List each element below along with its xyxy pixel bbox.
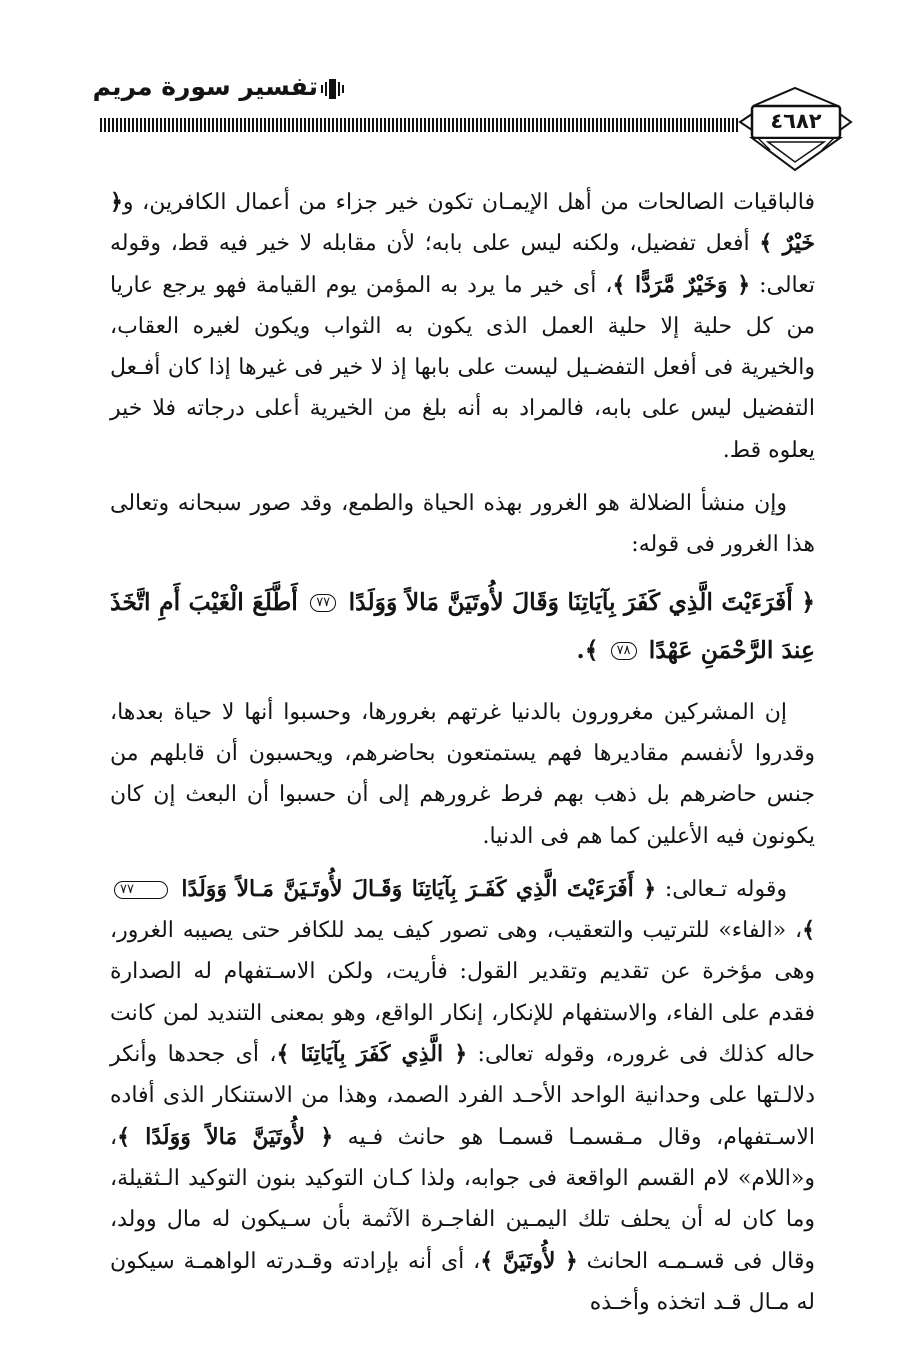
text-run: فالباقيات الصالحات من أهل الإيمـان تكون خير جزاء من أعمال الكافرين، و — [122, 190, 815, 215]
text-run: إن المشركين مغرورون بالدنيا غرتهم بغرورها، وحسبوا أنها لا حياة بعدها، وقدروا لأنفسم مقاديرها فهم يستمتعون بحاضرهم، ويحسبون أن قابلهم من جنس حاضرهم بل ذهب بهم فرط غرورهم إلى أن حسبوا أن البعث إن كان يكونون فيه الأعلين كما هم فى الدنيا. — [110, 699, 815, 849]
text-run: ، أى جحدها وأنكر دلالـتها على وحدانية الواحد الأحـد الفرد الصمد، وهذا من الاستنكار الذى أفاده الاسـتفهام، وقال مـقسمـا قسمـا هو حانث فـيه — [110, 1042, 815, 1150]
page-header — [0, 0, 908, 175]
quran-quote: ﴿ لأُوتَيَنَّ مَالاً وَوَلَدًا ﴾ — [117, 1123, 334, 1150]
verse-number: ٧٧ — [114, 881, 168, 899]
text-run: ، و«اللام» لام القسم الواقعة فى جوابه، ولذا كـان التوكيد بنون التوكيد الـثقيلة، وما كان له أن يحلف تلك اليمـين الفاجـرة الآثمة بأن سـيكون له مال وولد، وقال فى قسـمـه الحانث — [110, 1124, 815, 1274]
text-run: وإن منشأ الضلالة هو الغرور بهذه الحياة والطمع، وقد صور سبحانه وتعالى هذا الغرور فى قوله: — [110, 491, 815, 558]
text-run: ، أى خير ما يرد به المؤمن يوم القيامة فهو يرجع عاريا من كل حلية إلا حلية العمل الذى يكون به الثواب ويكون لغيره العقاب، والخيرية فى أفعل التفضـيل ليست على بابها إذ لا خير فى غيرها إذا كان أفـعل التفضيل ليس على بابه، فالمراد به أنه بلغ من الخيرية أعلى درجاته فلا خير يعلوه قط. — [110, 272, 815, 463]
text-run: أَطَّلَعَ الْغَيْبَ أَمِ اتَّخَذَ عِندَ الرَّحْمَنِ عَهْدًا — [110, 587, 815, 664]
paragraph — [110, 869, 815, 1323]
text-run: ﴾. — [576, 635, 607, 664]
running-title: تفسير سورة مريم — [92, 72, 318, 101]
verse-number: ٧٨ — [611, 642, 637, 660]
text-run: ﴿ أَفَرَءَيْتَ الَّذِي كَفَرَ بِآيَاتِنَا وَقَالَ لأُوتَيَنَّ مَالاً وَوَلَدًا — [340, 587, 815, 616]
text-run: ، «الفاء» للترتيب والتعقيب، وهى تصور كيف يمد للكافر حتى يصيبه الغرور، وهى مؤخرة عن تقديم وتقدير القول: فأريت، ولكن الاسـتفهام له الصدارة فقدم على الفاء، والاستفهام للإنكار، إنكار الواقع، وهو بمعنى التنديد لمن كانت حاله كذلك فى غروره، وقوله تعالى: — [110, 918, 815, 1068]
text-run: ، أى أنه بإرادته وقـدرته الواهمـة سيكون له مـال قـد اتخذه وأخـذه — [110, 1248, 815, 1315]
page-number: ٤٦٨٢ — [770, 109, 822, 133]
ornament-icon — [318, 77, 346, 101]
quran-quote: ﴾ — [802, 917, 815, 944]
paragraph — [110, 692, 815, 857]
quran-quote: ﴿ وَخَيْرٌ مَّرَدًّا ﴾ — [612, 271, 751, 298]
paragraph — [110, 483, 815, 566]
quran-quote: ﴿ لأُوتَيَنَّ ﴾ — [480, 1247, 578, 1274]
text-run: وقوله تـعالى: — [656, 876, 787, 902]
header-rule — [100, 118, 740, 132]
quran-quote: ﴿ أَفَرَءَيْتَ الَّذِي كَفَـرَ بِآيَاتِنَا وَقَـالَ لأُوتَـيَنَّ مَـالاً وَوَلَدًا — [171, 875, 657, 902]
verse-number: ٧٧ — [310, 594, 336, 612]
text-run: أفعل تفضيل، ولكنه ليس على بابه؛ لأن مقابله لا خير فيه قط، وقوله تعالى: — [110, 231, 815, 298]
quran-quote: ﴿ خَيْرٌ ﴾ — [110, 189, 815, 257]
quran-verse-block — [110, 578, 815, 674]
paragraph — [110, 182, 815, 471]
quran-quote: ﴿ الَّذِي كَفَرَ بِآيَاتِنَا ﴾ — [276, 1041, 468, 1068]
body-text — [110, 182, 815, 1335]
